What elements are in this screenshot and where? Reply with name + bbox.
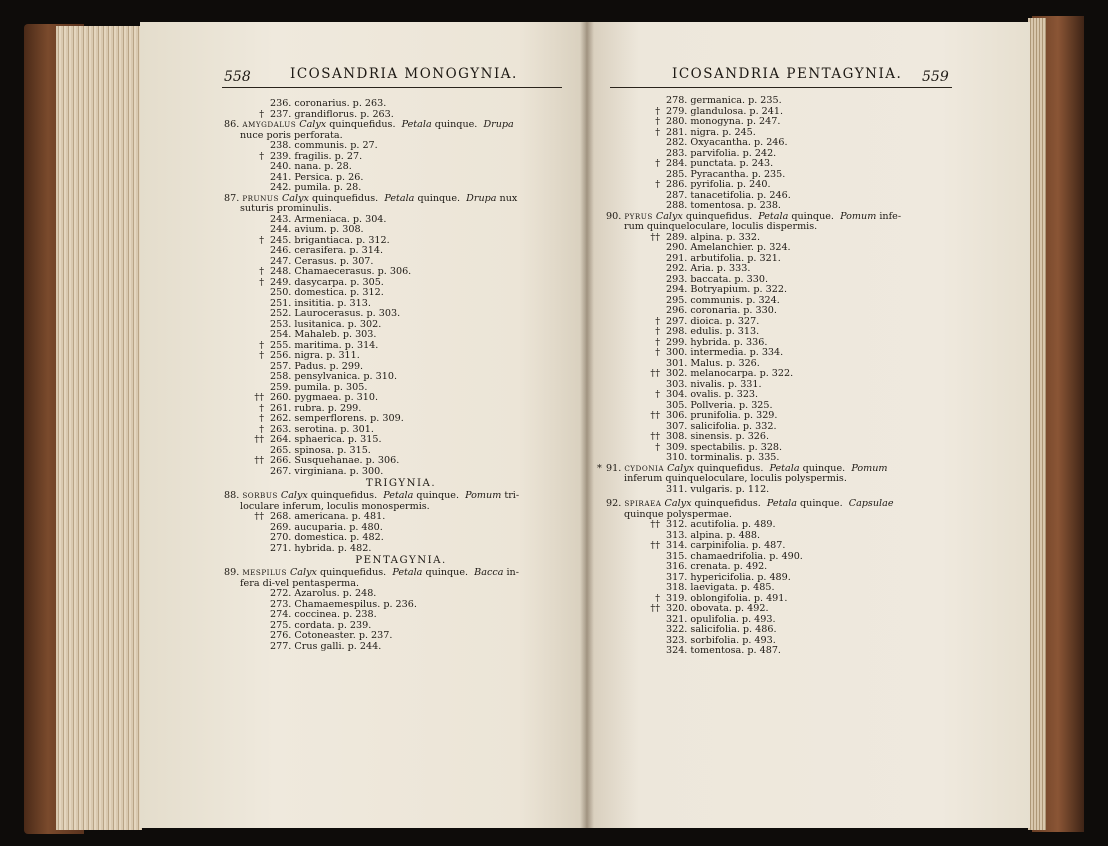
fruit-desc: nux <box>496 192 518 204</box>
species-entry <box>612 573 962 584</box>
genus-number: 89. <box>224 567 243 578</box>
genus-entry <box>597 462 962 475</box>
fruit-label: Bacca <box>474 567 504 578</box>
genus-number: 92. <box>606 498 625 509</box>
species-text: 315. chamaedrifolia. p. 490. <box>666 550 803 562</box>
fruit-desc: tri- <box>501 490 520 501</box>
species-text: 254. Mahaleb. p. 303. <box>270 329 377 340</box>
species-text: 316. crenata. p. 492. <box>666 561 768 572</box>
species-entry <box>612 401 962 412</box>
genus-description-continuation <box>612 474 962 485</box>
section-heading-text: TRIGYNIA. <box>365 478 437 489</box>
fruit-label: Pomum <box>851 462 888 474</box>
species-entry <box>226 544 576 555</box>
left-page-number: 558 <box>224 69 251 85</box>
species-text: 275. cordata. p. 239. <box>270 619 372 631</box>
dagger-mark: † <box>655 347 660 358</box>
species-text: 259. pumila. p. 305. <box>270 381 368 393</box>
species-text: 314. carpinifolia. p. 487. <box>666 540 786 551</box>
species-entry <box>612 149 962 160</box>
star-mark: * <box>597 462 602 474</box>
species-entry <box>612 520 962 531</box>
species-text: 319. oblongifolia. p. 491. <box>666 592 788 604</box>
species-text: 276. Cotoneaster. p. 237. <box>270 630 393 641</box>
species-entry <box>612 159 962 170</box>
left-page-text <box>226 99 576 652</box>
right-page-text <box>597 95 962 657</box>
genus-description-continuation <box>612 510 962 521</box>
species-text: 284. punctata. p. 243. <box>666 158 774 169</box>
species-text: 287. tanacetifolia. p. 246. <box>666 189 791 201</box>
species-entry <box>612 243 962 254</box>
dagger-mark: †† <box>650 603 660 614</box>
genus-name: SPIRAEA <box>624 499 662 508</box>
petala-desc: quinque. <box>799 462 852 474</box>
dagger-mark: †† <box>650 368 660 379</box>
species-text: 286. pyrifolia. p. 240. <box>666 179 771 190</box>
genus-entry <box>224 194 576 205</box>
calyx-label: Calyx <box>280 490 308 501</box>
section-heading-text: PENTAGYNIA. <box>355 555 447 566</box>
species-text: 291. arbutifolia. p. 321. <box>666 252 781 264</box>
dagger-mark: † <box>259 339 264 351</box>
genus-description-continuation <box>612 222 962 233</box>
genus-name: SORBUS <box>242 491 278 500</box>
species-entry <box>612 138 962 149</box>
dagger-mark: † <box>259 413 264 424</box>
calyx-desc: quinquefidus. <box>308 192 385 204</box>
species-entry <box>612 636 962 647</box>
left-page-edges <box>56 26 142 830</box>
species-text: 288. tomentosa. p. 238. <box>666 200 781 211</box>
dagger-mark: † <box>259 423 264 435</box>
genus-number: 91. <box>606 462 625 474</box>
species-text: 317. hypericifolia. p. 489. <box>666 571 791 583</box>
petala-label: Petala <box>392 567 423 578</box>
left-running-head: ICOSANDRIA MONOGYNIA. <box>290 66 518 82</box>
species-text: 245. brigantiaca. p. 312. <box>270 234 390 246</box>
genus-name: AMYGDALUS <box>242 120 297 129</box>
species-text: 320. obovata. p. 492. <box>666 603 769 614</box>
species-text: 302. melanocarpa. p. 322. <box>666 368 794 379</box>
species-text: 294. Botryapium. p. 322. <box>666 284 788 295</box>
fruit-desc: in- <box>503 567 519 578</box>
species-text: 309. spectabilis. p. 328. <box>666 441 783 453</box>
right-header-rule <box>610 87 952 88</box>
dagger-mark: † <box>655 116 660 127</box>
species-entry <box>612 254 962 265</box>
species-text: 297. dioica. p. 327. <box>666 315 760 327</box>
right-page-edges <box>1028 18 1046 830</box>
petala-desc: quinque. <box>431 119 484 130</box>
dagger-mark: † <box>259 150 264 162</box>
dagger-mark: † <box>259 234 264 246</box>
dagger-mark: † <box>259 108 264 120</box>
species-entry <box>612 552 962 563</box>
species-text: 266. Susquehanae. p. 306. <box>270 455 400 466</box>
species-text: 292. Aria. p. 333. <box>666 263 751 274</box>
species-text: 323. sorbifolia. p. 493. <box>666 634 776 646</box>
book-gutter <box>580 22 594 828</box>
calyx-desc: quinquefidus. <box>682 210 759 222</box>
calyx-label: Calyx <box>289 567 317 578</box>
species-entry <box>612 615 962 626</box>
right-page-number: 559 <box>922 69 949 85</box>
species-entry <box>612 432 962 443</box>
genus-number: 90. <box>606 210 625 222</box>
species-text: 282. Oxyacantha. p. 246. <box>666 137 788 148</box>
dagger-mark: † <box>259 266 264 277</box>
petala-label: Petala <box>384 192 415 204</box>
species-entry <box>612 390 962 401</box>
species-text: 313. alpina. p. 488. <box>666 529 761 541</box>
species-text: 271. hybrida. p. 482. <box>270 542 372 554</box>
species-entry <box>612 646 962 657</box>
species-text: 274. coccinea. p. 238. <box>270 609 377 620</box>
species-text: 300. intermedia. p. 334. <box>666 347 784 358</box>
calyx-desc: quinquefidus. <box>694 462 770 474</box>
dagger-mark: †† <box>254 434 264 445</box>
species-entry <box>612 604 962 615</box>
species-text: 269. aucuparia. p. 480. <box>270 521 383 533</box>
species-text: 239. fragilis. p. 27. <box>270 150 363 162</box>
species-text: 310. torminalis. p. 335. <box>666 452 780 463</box>
calyx-desc: quinquefidus. <box>691 498 767 509</box>
dagger-mark: † <box>655 179 660 190</box>
species-text: 242. pumila. p. 28. <box>270 182 362 193</box>
species-text: 293. baccata. p. 330. <box>666 273 769 285</box>
genus-number: 87. <box>224 192 243 204</box>
species-text: 252. Laurocerasus. p. 303. <box>270 308 401 319</box>
species-entry <box>612 170 962 181</box>
dagger-mark: †† <box>254 455 264 466</box>
genus-entry <box>606 499 962 510</box>
petala-label: Petala <box>401 119 432 130</box>
calyx-desc: quinquefidus. <box>326 119 402 130</box>
petala-desc: quinque. <box>788 210 841 222</box>
section-heading <box>226 554 576 568</box>
species-text: 290. Amelanchier. p. 324. <box>666 242 791 253</box>
calyx-label: Calyx <box>655 210 683 222</box>
species-text: 299. hybrida. p. 336. <box>666 336 768 348</box>
petala-label: Petala <box>766 498 797 509</box>
genus-number: 88. <box>224 490 243 501</box>
petala-desc: quinque. <box>414 192 467 204</box>
dagger-mark: † <box>259 276 264 288</box>
calyx-label: Calyx <box>664 498 692 509</box>
dagger-mark: † <box>655 105 660 117</box>
genus-entry <box>606 212 962 223</box>
species-text: 238. communis. p. 27. <box>270 140 378 151</box>
species-entry <box>612 107 962 118</box>
species-text: 285. Pyracantha. p. 235. <box>666 168 786 180</box>
species-entry <box>226 642 576 653</box>
dagger-mark: † <box>655 326 660 337</box>
species-text: 257. Padus. p. 299. <box>270 360 364 372</box>
continuation-text: fera di-vel pentasperma. <box>240 577 360 589</box>
section-heading <box>226 477 576 491</box>
species-text: 304. ovalis. p. 323. <box>666 389 759 400</box>
right-running-head: ICOSANDRIA PENTAGYNIA. <box>672 66 903 82</box>
species-text: 308. sinensis. p. 326. <box>666 431 770 442</box>
species-text: 311. vulgaris. p. 112. <box>666 483 770 495</box>
calyx-desc: quinquefidus. <box>307 490 384 501</box>
species-text: 265. spinosa. p. 315. <box>270 444 371 456</box>
species-text: 267. virginiana. p. 300. <box>270 465 384 477</box>
dagger-mark: † <box>655 389 660 400</box>
dagger-mark: †† <box>650 410 660 421</box>
species-text: 256. nigra. p. 311. <box>270 350 360 361</box>
species-text: 279. glandulosa. p. 241. <box>666 105 784 117</box>
species-entry <box>612 338 962 349</box>
species-text: 261. rubra. p. 299. <box>270 402 362 414</box>
species-text: 322. salicifolia. p. 486. <box>666 624 777 635</box>
genus-entry <box>224 491 576 502</box>
petala-label: Petala <box>758 210 789 222</box>
dagger-mark: † <box>655 592 660 604</box>
fruit-label: Drupa <box>466 192 497 204</box>
species-text: 270. domestica. p. 482. <box>270 532 384 543</box>
species-text: 237. grandiflorus. p. 263. <box>270 108 394 120</box>
species-entry <box>612 191 962 202</box>
dagger-mark: † <box>655 126 660 138</box>
continuation-text: nuce poris perforata. <box>240 129 343 141</box>
calyx-desc: quinquefidus. <box>316 567 393 578</box>
dagger-mark: † <box>655 315 660 327</box>
dagger-mark: †† <box>650 431 660 442</box>
species-text: 298. edulis. p. 313. <box>666 326 760 337</box>
species-entry <box>612 625 962 636</box>
species-text: 283. parvifolia. p. 242. <box>666 147 777 159</box>
species-entry <box>612 317 962 328</box>
genus-name: CYDONIA <box>624 463 665 473</box>
species-text: 281. nigra. p. 245. <box>666 126 756 138</box>
species-entry <box>612 327 962 338</box>
species-text: 295. communis. p. 324. <box>666 294 780 306</box>
dagger-mark: † <box>259 350 264 361</box>
continuation-text: inferum quinqueloculare, loculis polyspermis. <box>624 473 847 484</box>
dagger-mark: †† <box>650 540 660 551</box>
fruit-label: Pomum <box>840 210 877 222</box>
species-text: 241. Persica. p. 26. <box>270 171 364 183</box>
species-entry <box>612 380 962 391</box>
species-text: 240. nana. p. 28. <box>270 161 352 172</box>
calyx-label: Calyx <box>299 119 327 130</box>
species-text: 258. pensylvanica. p. 310. <box>270 371 398 382</box>
species-text: 247. Cerasus. p. 307. <box>270 255 374 267</box>
dagger-mark: † <box>655 336 660 348</box>
dagger-mark: †† <box>254 392 264 403</box>
genus-number: 86. <box>224 119 243 130</box>
genus-name: PYRUS <box>624 211 653 221</box>
dagger-mark: † <box>655 158 660 169</box>
dagger-mark: †† <box>254 511 264 522</box>
species-text: 324. tomentosa. p. 487. <box>666 645 781 656</box>
species-entry <box>612 285 962 296</box>
continuation-text: quinque polyspermae. <box>624 508 732 520</box>
fruit-desc: infe- <box>876 210 902 222</box>
species-text: 273. Chamaemespilus. p. 236. <box>270 598 417 610</box>
dagger-mark: †† <box>650 231 660 243</box>
species-text: 296. coronaria. p. 330. <box>666 305 777 316</box>
species-text: 280. monogyna. p. 247. <box>666 116 781 127</box>
species-text: 321. opulifolia. p. 493. <box>666 613 776 625</box>
genus-name: PRUNUS <box>242 193 279 203</box>
petala-desc: quinque. <box>422 567 475 578</box>
species-entry <box>612 348 962 359</box>
dagger-mark: †† <box>650 519 660 530</box>
species-entry <box>612 306 962 317</box>
species-entry <box>612 485 962 496</box>
species-text: 307. salicifolia. p. 332. <box>666 420 777 432</box>
species-text: 236. coronarius. p. 263. <box>270 98 387 109</box>
species-entry <box>612 264 962 275</box>
species-text: 289. alpina. p. 332. <box>666 231 761 243</box>
species-entry <box>612 422 962 433</box>
calyx-label: Calyx <box>281 192 309 204</box>
continuation-text: rum quinqueloculare, loculis dispermis. <box>624 221 818 232</box>
species-text: 248. Chamaecerasus. p. 306. <box>270 266 412 277</box>
species-text: 272. Azarolus. p. 248. <box>270 588 377 599</box>
species-entry <box>612 296 962 307</box>
species-entry <box>226 467 576 478</box>
petala-desc: quinque. <box>796 498 849 509</box>
dagger-mark: † <box>259 402 264 414</box>
species-text: 255. maritima. p. 314. <box>270 339 379 351</box>
species-text: 306. prunifolia. p. 329. <box>666 410 778 421</box>
petala-label: Petala <box>769 462 800 474</box>
species-text: 301. Malus. p. 326. <box>666 357 760 369</box>
fruit-label: Drupa <box>483 119 514 130</box>
species-entry <box>612 96 962 107</box>
continuation-text: suturis prominulis. <box>240 203 332 214</box>
species-text: 260. pygmaea. p. 310. <box>270 392 379 403</box>
species-text: 263. serotina. p. 301. <box>270 423 374 435</box>
fruit-label: Capsulae <box>848 498 894 509</box>
fruit-label: Pomum <box>465 490 502 501</box>
species-text: 277. Crus galli. p. 244. <box>270 640 382 652</box>
species-text: 303. nivalis. p. 331. <box>666 378 762 390</box>
species-text: 251. insititia. p. 313. <box>270 297 371 309</box>
genus-name: MESPILUS <box>242 568 287 577</box>
species-text: 243. Armeniaca. p. 304. <box>270 213 387 225</box>
species-text: 268. americana. p. 481. <box>270 511 386 522</box>
species-text: 318. laevigata. p. 485. <box>666 582 775 593</box>
continuation-text: loculare inferum, loculis monospermis. <box>240 500 430 512</box>
petala-desc: quinque. <box>413 490 466 501</box>
species-text: 305. Pollveria. p. 325. <box>666 399 773 411</box>
species-entry <box>612 369 962 380</box>
species-text: 246. cerasifera. p. 314. <box>270 245 383 256</box>
species-entry <box>612 594 962 605</box>
species-entry <box>612 117 962 128</box>
species-text: 250. domestica. p. 312. <box>270 287 384 298</box>
species-text: 262. semperflorens. p. 309. <box>270 413 404 424</box>
species-text: 253. lusitanica. p. 302. <box>270 318 382 330</box>
species-text: 312. acutifolia. p. 489. <box>666 519 776 530</box>
species-text: 244. avium. p. 308. <box>270 224 364 235</box>
species-text: 249. dasycarpa. p. 305. <box>270 276 384 288</box>
calyx-label: Calyx <box>667 462 695 474</box>
species-text: 278. germanica. p. 235. <box>666 95 782 106</box>
petala-label: Petala <box>383 490 414 501</box>
genus-entry <box>224 120 576 131</box>
dagger-mark: † <box>655 441 660 453</box>
left-header-rule <box>222 87 562 88</box>
species-entry <box>612 411 962 422</box>
genus-entry <box>224 568 576 579</box>
species-text: 264. sphaerica. p. 315. <box>270 434 382 445</box>
species-entry <box>612 531 962 542</box>
species-entry <box>612 443 962 454</box>
